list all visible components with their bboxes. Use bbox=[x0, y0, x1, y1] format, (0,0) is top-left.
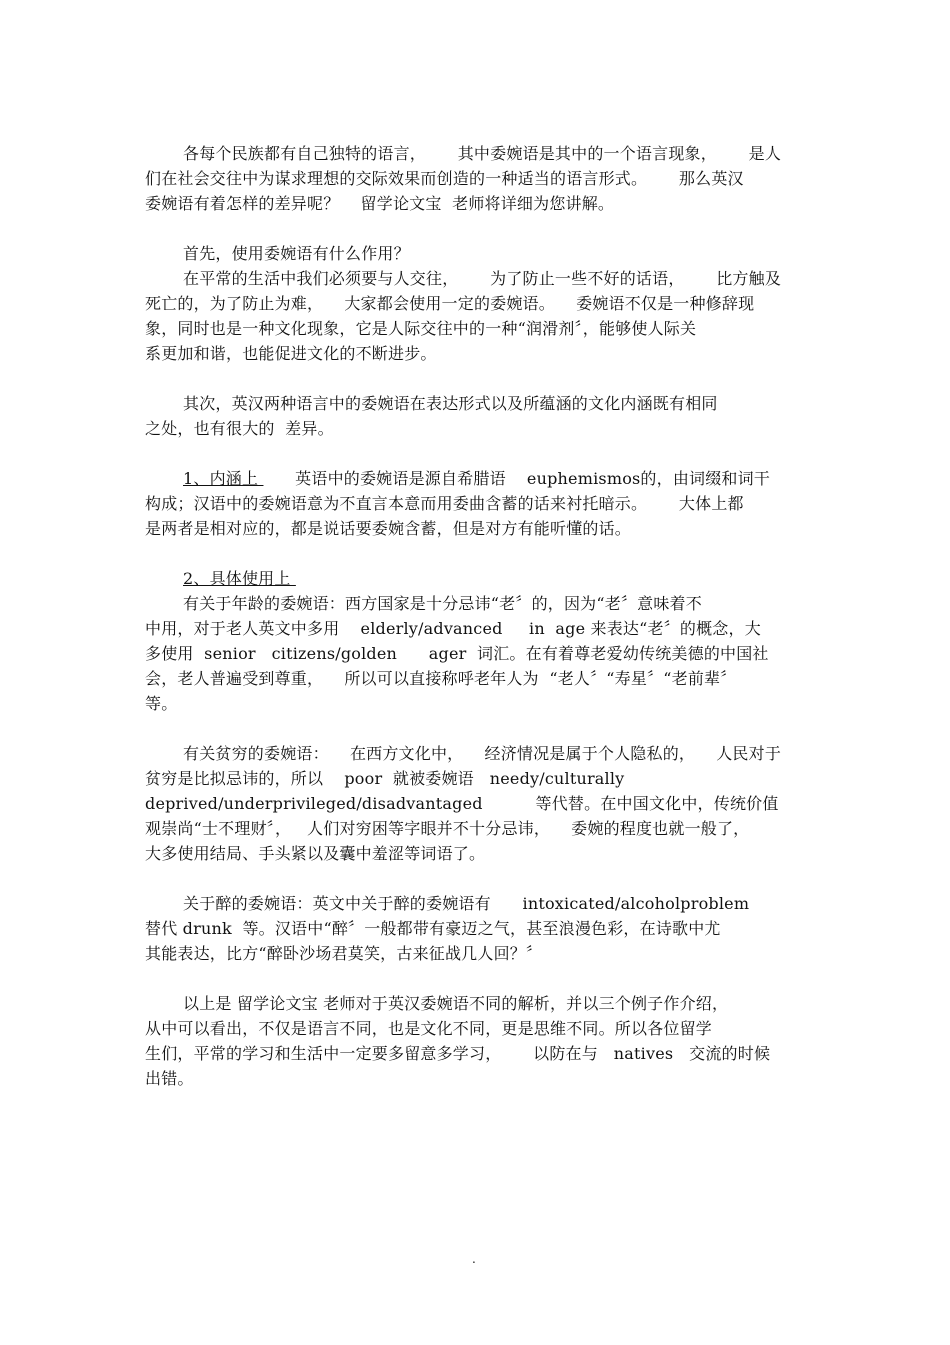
text-line: 生们，平常的学习和生活中一定要多留意多学习， 以防在与 natives 交流的时候 bbox=[145, 1044, 771, 1063]
text-line: 从中可以看出，不仅是语言不同，也是文化不同，更是思维不同。所以各位留学 bbox=[145, 1019, 713, 1038]
text-span: 英语中的委婉语是源自希腊语 euphemismos的，由词缀和词干 bbox=[263, 469, 771, 488]
section-2-heading: 2、具体使用上 bbox=[183, 569, 296, 588]
text-line: 象，同时也是一种文化现象，它是人际交往中的一种“润滑剂〞，能够使人际关 bbox=[145, 319, 697, 338]
text-line: 观崇尚“士不理财〞， 人们对穷困等字眼并不十分忌讳， 委婉的程度也就一般了， bbox=[145, 819, 750, 838]
text-line: 替代 drunk 等。汉语中“醉〞一般都带有豪迈之气，甚至浪漫色彩，在诗歌中尤 bbox=[145, 919, 721, 938]
text-line: 构成；汉语中的委婉语意为不直言本意而用委曲含蓄的话来衬托暗示。 大体上都 bbox=[145, 494, 744, 513]
text-line: deprived/underprivileged/disadvantaged 等代替。在中国文化中，传统价值 bbox=[145, 794, 779, 813]
text-line: 有关于年龄的委婉语：西方国家是十分忌讳“老〞的，因为“老〞意味着不 bbox=[183, 594, 702, 613]
text-line: 以上是 留学论文宝 老师对于英汉委婉语不同的解析，并以三个例子作介绍， bbox=[183, 994, 729, 1013]
section-1-heading: 1、内涵上 bbox=[183, 469, 264, 488]
text-line: 有关贫穷的委婉语： 在西方文化中， 经济情况是属于个人隐私的， 人民对于 bbox=[183, 744, 782, 763]
page-mark: . bbox=[472, 1252, 476, 1266]
text-line: 其次，英汉两种语言中的委婉语在表达形式以及所蕴涵的文化内涵既有相同 bbox=[183, 394, 718, 413]
text-line: 首先，使用委婉语有什么作用？ bbox=[183, 244, 410, 263]
text-line: 其能表达，比方“醉卧沙场君莫笑，古来征战几人回？〞 bbox=[145, 944, 543, 963]
section-1-line bbox=[183, 469, 770, 489]
text-line: 委婉语有着怎样的差异呢？ 留学论文宝 老师将详细为您讲解。 bbox=[145, 194, 615, 213]
text-line: 是两者是相对应的，都是说话要委婉含蓄，但是对方有能听懂的话。 bbox=[145, 519, 632, 538]
text-line: 中用，对于老人英文中多用 elderly/advanced in age 来表达“老〞的概念，大 bbox=[145, 619, 761, 638]
text-line: 系更加和谐，也能促进文化的不断进步。 bbox=[145, 344, 437, 363]
text-line: 之处，也有很大的 差异。 bbox=[145, 419, 334, 438]
text-line: 出错。 bbox=[145, 1069, 194, 1088]
text-line: 各每个民族都有自己独特的语言， 其中委婉语是其中的一个语言现象， 是人 bbox=[183, 144, 782, 163]
text-line: 们在社会交往中为谋求理想的交际效果而创造的一种适当的语言形式。 那么英汉 bbox=[145, 169, 744, 188]
text-line: 贫穷是比拟忌讳的，所以 poor 就被委婉语 needy/culturally bbox=[145, 769, 625, 788]
text-line: 大多使用结局、手头紧以及囊中羞涩等词语了。 bbox=[145, 844, 486, 863]
text-line: 死亡的，为了防止为难， 大家都会使用一定的委婉语。 委婉语不仅是一种修辞现 bbox=[145, 294, 755, 313]
text-line: 会，老人普遍受到尊重， 所以可以直接称呼老年人为 “老人〞“寿星〞“老前辈〞 bbox=[145, 669, 737, 688]
text-line: 在平常的生活中我们必须要与人交往， 为了防止一些不好的话语， 比方触及 bbox=[183, 269, 782, 288]
text-line: 关于醉的委婉语：英文中关于醉的委婉语有 intoxicated/alcoholproblem bbox=[183, 894, 750, 913]
text-line: 多使用 senior citizens/golden ager 词汇。在有着尊老爱幼传统美德的中国社 bbox=[145, 644, 769, 663]
text-line: 等。 bbox=[145, 694, 178, 713]
